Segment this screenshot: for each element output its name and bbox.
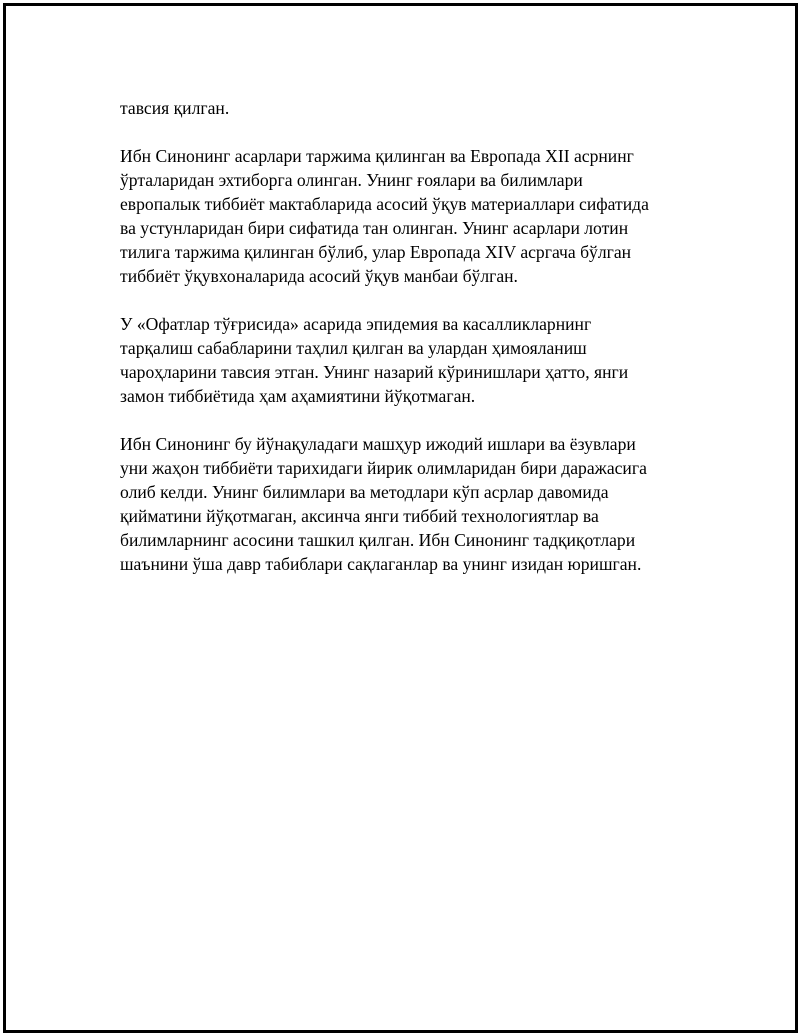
text-line: ва устунларидан бири сифатида тан олинган. Унинг асарлари лотин: [120, 218, 629, 238]
text-line: чароҳларини тавсия этган. Унинг назарий кўринишлари ҳатто, янги: [120, 362, 629, 382]
text-line: тилига таржима қилинган бўлиб, улар Европада XIV асргача бўлган: [120, 242, 632, 262]
paragraph-1: [120, 96, 690, 120]
document-page: [3, 3, 798, 1033]
text-line: билимларнинг асосини ташкил қилган. Ибн Синонинг тадқиқотлари: [120, 530, 636, 550]
text-line: тиббиёт ўқувхоналарида асосий ўқув манбаи бўлган.: [120, 266, 518, 286]
text-line: қийматини йўқотмаган, аксинча янги тиббий технологиятлар ва: [120, 506, 599, 526]
text-line: европалык тиббиёт мактабларида асосий ўқув материаллари сифатида: [120, 194, 649, 214]
text-line: уни жаҳон тиббиёти тарихидаги йирик олимларидан бири даражасига: [120, 458, 647, 478]
text-line: шаънини ўша давр табиблари сақлаганлар ва унинг изидан юришган.: [120, 554, 642, 574]
paragraph-3: [120, 312, 690, 408]
text-line: У «Офатлар тўғрисида» асарида эпидемия ва касалликларнинг: [120, 314, 592, 334]
paragraph-2: [120, 144, 690, 288]
paragraph-4: [120, 432, 690, 576]
document-body: [120, 96, 690, 600]
text-line: тарқалиш сабабларини таҳлил қилган ва улардан ҳимояланиш: [120, 338, 587, 358]
text-line: замон тиббиётида ҳам аҳамиятини йўқотмаган.: [120, 386, 476, 406]
text-line: ўрталаридан эхтиборга олинган. Унинг ғоялари ва билимлари: [120, 170, 583, 190]
text-line: тавсия қилган.: [120, 98, 230, 118]
text-line: Ибн Синонинг асарлари таржима қилинган ва Европада XII асрнинг: [120, 146, 634, 166]
text-line: Ибн Синонинг бу йўнақуладаги машҳур ижодий ишлари ва ёзувлари: [120, 434, 636, 454]
text-line: олиб келди. Унинг билимлари ва методлари кўп асрлар давомида: [120, 482, 609, 502]
